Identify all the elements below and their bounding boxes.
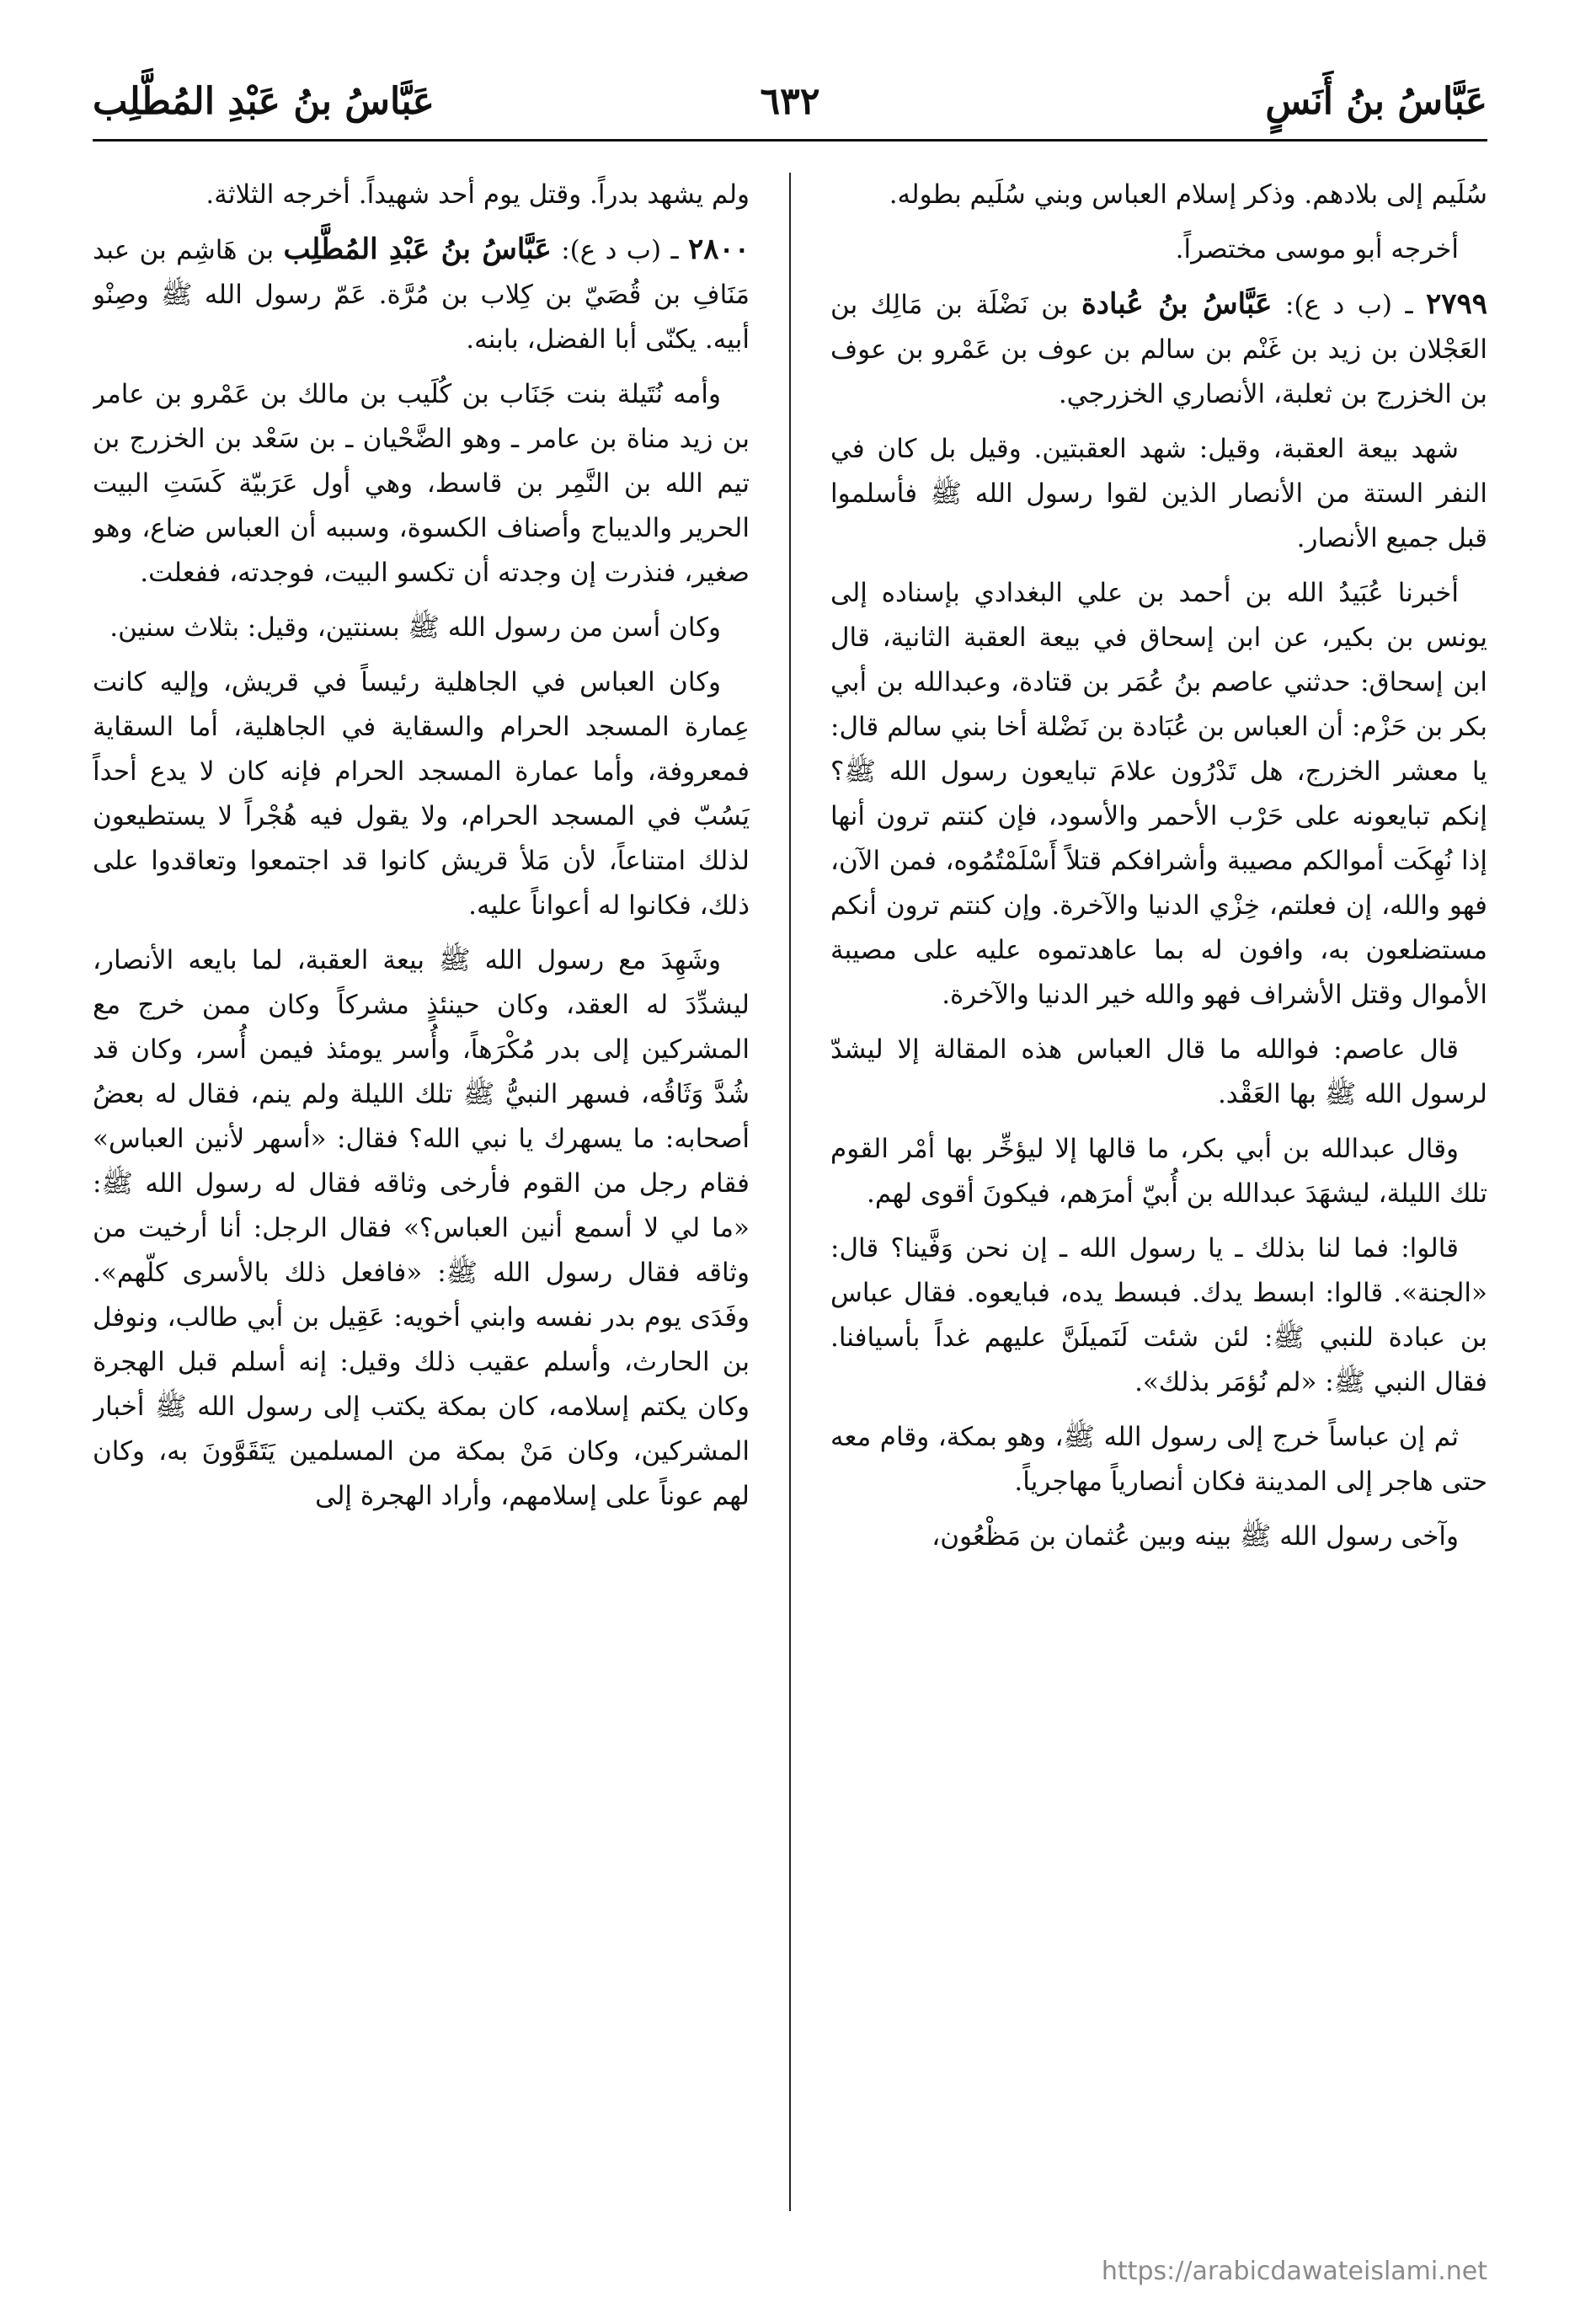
paragraph [93, 938, 750, 1519]
header-left-title: عَبَّاسُ بنُ عَبْدِ المُطَّلِب [93, 80, 435, 123]
left-text-column [93, 173, 750, 2211]
watermark-url: https://arabicdawateislami.net [1101, 2257, 1487, 2286]
paragraph [830, 1127, 1487, 1216]
paragraph-text: سُلَيم إلى بلادهم. وذكر إسلام العباس وبني سُلَيم بطوله. [889, 179, 1487, 210]
paragraph-text: أخبرنا عُبَيدُ الله بن أحمد بن علي البغدادي بإسناده إلى يونس بن بكير، عن ابن إسحاق في بيعة العقبة الثانية، قال ابن إسحاق: حدثني عاصم بنُ عُمَر بن قتادة، وعبدالله بن أبي بكر بن حَزْم: أن العباس بن عُبَادة بن نَضْلة أخا بني سالم قال: يا معشر الخزرج، هل تَدْرُون علامَ تبايعون رسول الله ﷺ؟ إنكم تبايعونه على حَرْب الأحمر والأسود، فإن كنتم ترون أنها إذا نُهِكَت أموالكم مصيبة وأشرافكم قتلاً أَسْلَمْتُمُوه، فمن الآن، فهو والله، إن فعلتم، خِزْي الدنيا والآخرة. وإن كنتم ترون أنكم مستضلعون به، وافون له بما عاهدتموه عليه على مصيبة الأموال وقتل الأشراف فهو والله خير الدنيا والآخرة. [830, 578, 1487, 1010]
paragraph [830, 173, 1487, 217]
paragraph-text: بن هَاشِم بن عبد مَنَافِ بن قُصَيّ بن كِلاب بن مُرَّة. عَمّ رسول الله ﷺ وصِنْو أبيه. يكنّى أبا الفضل، بابنه. [93, 235, 750, 355]
page-number: ٦٣٢ [760, 80, 820, 123]
paragraph-text: وكان العباس في الجاهلية رئيساً في قريش، وإليه كانت عِمارة المسجد الحرام والسقاية في الجاهلية، أما السقاية فمعروفة، وأما عمارة المسجد الحرام فإنه كان لا يدع أحداً يَسُبّ في المسجد الحرام، ولا يقول فيه هُجْراً لا يستطيعون لذلك امتناعاً، لأن مَلأ قريش كانوا قد اجتمعوا وتعاقدوا على ذلك، فكانوا له أعواناً عليه. [93, 667, 750, 921]
right-text-column [830, 173, 1487, 2211]
entry-number: ٢٧٩٩ [1425, 287, 1487, 321]
paragraph [93, 372, 750, 596]
paragraph-text: أخرجه أبو موسى مختصراً. [1175, 234, 1459, 264]
paragraph-text: وقال عبدالله بن أبي بكر، ما قالها إلا ليؤخِّر بها أمْر القوم تلك الليلة، ليشهَدَ عبدالله بن أُبيّ أمرَهم، فيكونَ أقوى لهم. [830, 1134, 1487, 1209]
column-divider [789, 173, 791, 2211]
paragraph [830, 1515, 1487, 1559]
paragraph [93, 660, 750, 928]
entry-name: عَبَّاسُ بنُ عَبْدِ المُطَّلِب [283, 232, 552, 266]
paragraph [830, 227, 1487, 272]
header-right-title: عَبَّاسُ بنُ أَنَسٍ [1265, 80, 1487, 123]
paragraph [830, 571, 1487, 1018]
paragraph-text: وكان أسن من رسول الله ﷺ بسنتين، وقيل: بثلاث سنين. [109, 612, 721, 643]
paragraph-text: قالوا: فما لنا بذلك ـ يا رسول الله ـ إن نحن وَفَّينا؟ قال: «الجنة». قالوا: ابسط يدك. فبسط يده، فبايعوه. فقال عباس بن عبادة للنبي ﷺ: لئن شئت لَنَميلَنَّ عليهم غداً بأسيافنا. فقال النبي ﷺ: «لم نُؤمَر بذلك». [830, 1233, 1487, 1397]
paragraph-text: ولم يشهد بدراً. وقتل يوم أحد شهيداً. أخرجه الثلاثة. [206, 179, 750, 210]
entry-number: ٢٨٠٠ [687, 232, 750, 266]
paragraph-text: بن نَضْلَة بن مَالِك بن العَجْلان بن زيد بن غَنْم بن سالم بن عوف بن عَمْرو بن عوف بن الخزرج بن ثعلبة، الأنصاري الخزرجي. [830, 290, 1487, 409]
paragraph [830, 427, 1487, 561]
paragraph [830, 1415, 1487, 1504]
entry-name: عَبَّاسُ بنُ عُبادة [1081, 287, 1273, 321]
biography-entry: ٢٧٩٩ ـ (ب د ع): عَبَّاسُ بنُ عُبادة بن نَضْلَة بن مَالِك بن العَجْلان بن زيد بن غَنْم بن سالم بن عوف بن عَمْرو بن عوف بن الخزرج بن ثعلبة، الأنصاري الخزرجي. [830, 287, 1487, 409]
paragraph-text: ثم إن عباساً خرج إلى رسول الله ﷺ، وهو بمكة، وقام معه حتى هاجر إلى المدينة فكان أنصارياً مهاجرياً. [830, 1422, 1487, 1497]
page-header [93, 80, 1487, 142]
entry-source-code: (ب د ع): [561, 235, 662, 265]
paragraph [93, 173, 750, 217]
paragraph-text: وشَهِدَ مع رسول الله ﷺ بيعة العقبة، لما بايعه الأنصار، ليشدِّدَ له العقد، وكان حينئذٍ مشركاً وكان ممن خرج مع المشركين إلى بدر مُكْرَهاً، وأُسر يومئذ فيمن أُسر، وكان قد شُدَّ وَثَاقُه، فسهر النبيُّ ﷺ تلك الليلة ولم ينم، فقال له بعضُ أصحابه: ما يسهرك يا نبي الله؟ فقال: «أسهر لأنين العباس» فقام رجل من القوم فأرخى وثاقه فقال له رسول الله ﷺ: «ما لي لا أسمع أنين العباس؟» فقال الرجل: أنا أرخيت من وثاقه فقال رسول الله ﷺ: «فافعل ذلك بالأسرى كلّهم». وفَدَى يوم بدر نفسه وابني أخويه: عَقِيل بن أبي طالب، ونوفل بن الحارث، وأسلم عقيب ذلك وقيل: إنه أسلم قبل الهجرة وكان يكتم إسلامه، كان بمكة يكتب إلى رسول الله ﷺ أخبار المشركين، وكان مَنْ بمكة من المسلمين يَتَقَوَّونَ به، وكان لهم عوناً على إسلامهم، وأراد الهجرة إلى [93, 945, 750, 1511]
paragraph [93, 606, 750, 650]
paragraph-text: شهد بيعة العقبة، وقيل: شهد العقبتين. وقيل بل كان في النفر الستة من الأنصار الذين لقوا رسول الله ﷺ فأسلموا قبل جميع الأنصار. [830, 434, 1487, 553]
entry-source-code: (ب د ع): [1284, 290, 1392, 320]
paragraph-text: وأمه نُتَيلة بنت جَنَاب بن كُلَيب بن مالك بن عَمْرو بن عامر بن زيد مناة بن عامر ـ وهو الضَّحْيان ـ بن سَعْد بن الخزرج بن تيم الله بن النَّمِر بن قاسط، وهي أول عَرَبيّة كَسَتِ البيت الحرير والديباج وأصناف الكسوة، وسببه أن العباس ضاع، وهو صغير، فنذرت إن وجدته أن تكسو البيت، فوجدته، ففعلت. [93, 379, 750, 588]
paragraph-text: وآخى رسول الله ﷺ بينه وبين عُثمان بن مَظْعُون، [931, 1521, 1459, 1552]
biography-entry: ٢٨٠٠ ـ (ب د ع): عَبَّاسُ بنُ عَبْدِ المُطَّلِب بن هَاشِم بن عبد مَنَافِ بن قُصَيّ بن كِلاب بن مُرَّة. عَمّ رسول الله ﷺ وصِنْو أبيه. يكنّى أبا الفضل، بابنه. [93, 232, 750, 355]
paragraph-text: قال عاصم: فوالله ما قال العباس هذه المقالة إلا ليشدّ لرسول الله ﷺ بها العَقْد. [830, 1034, 1487, 1109]
paragraph [830, 1226, 1487, 1405]
paragraph [830, 1028, 1487, 1117]
